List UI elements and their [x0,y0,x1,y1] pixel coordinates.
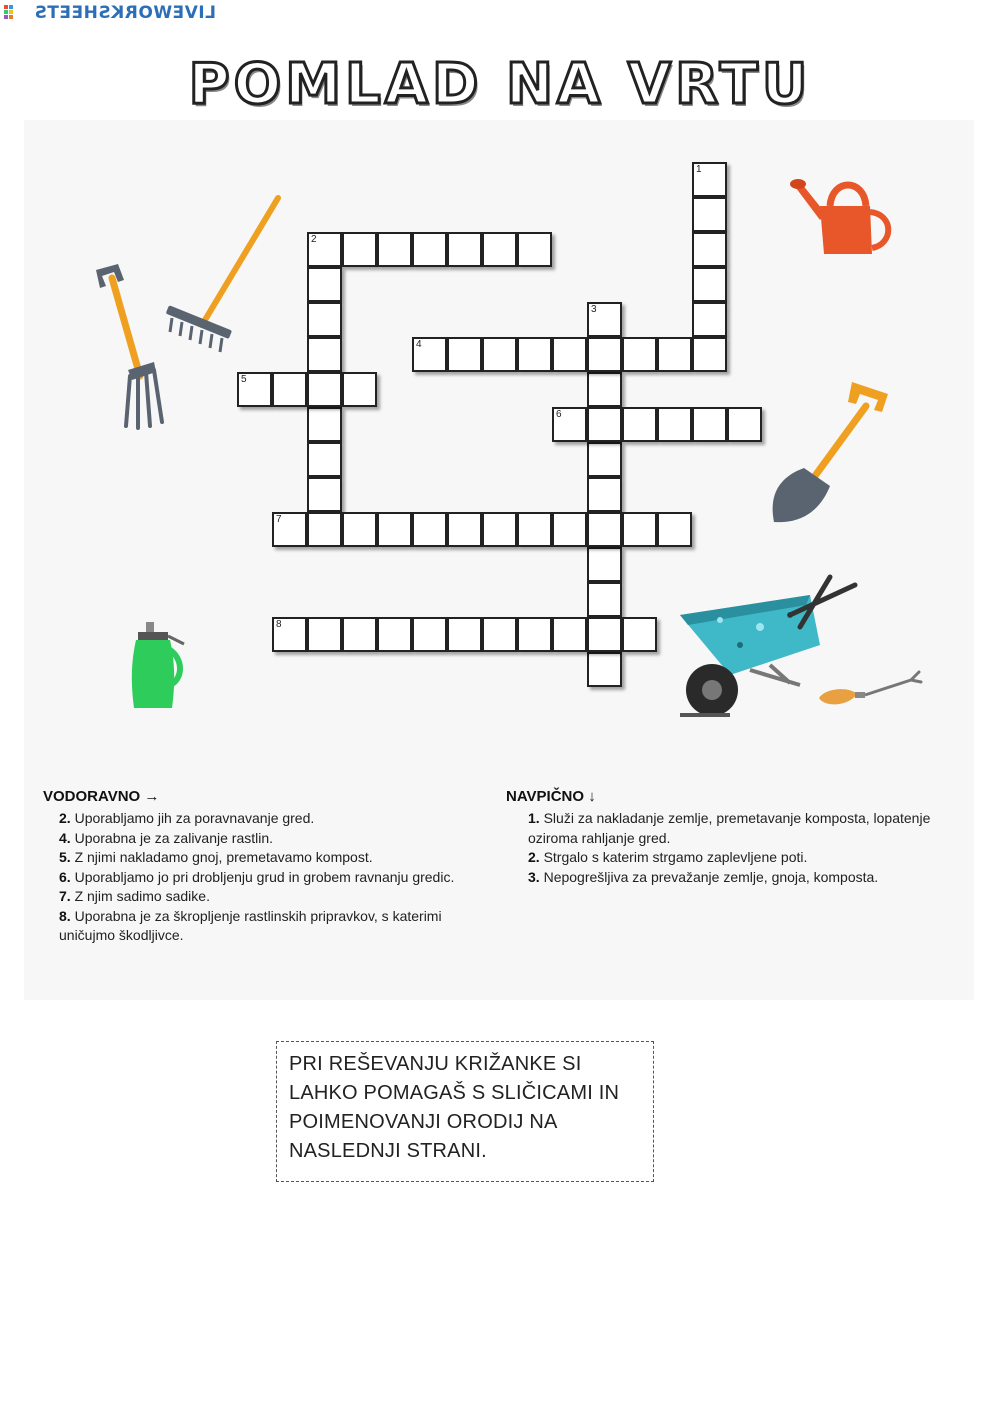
cell-8-5[interactable] [412,617,447,652]
cell-7-3[interactable] [342,512,377,547]
cell-4-9[interactable] [692,337,727,372]
cell-2d-6[interactable] [307,407,342,442]
cell-7-5[interactable] [412,512,447,547]
cell-3-9[interactable] [587,582,622,617]
clue-across-7-text: Z njim sadimo sadike. [74,888,210,904]
cell-6-2[interactable] [587,407,622,442]
clue-across-7 [43,887,493,907]
cell-4-2[interactable] [447,337,482,372]
clue-across-2-num: 2. [59,810,71,826]
clue-across-6 [43,868,493,888]
cell-2d-7[interactable] [307,442,342,477]
garden-sprayer-icon [118,618,193,714]
clue-down-3 [506,868,956,888]
cell-6-5[interactable] [692,407,727,442]
clue-across-5 [43,848,493,868]
cell-2a-1[interactable] [307,232,342,267]
cell-6-1[interactable] [552,407,587,442]
clue-down-2-num: 2. [528,849,540,865]
clue-number-3: 3 [591,304,597,315]
clues-down [506,788,956,887]
cell-4-8[interactable] [657,337,692,372]
hint-note: PRI REŠEVANJU KRIŽANKE SI LAHKO POMAGAŠ S SLIČICAMI IN POIMENOVANJI ORODIJ NA NASLEDNJI STRANI. [276,1041,654,1182]
cell-7-4[interactable] [377,512,412,547]
cell-5-2[interactable] [272,372,307,407]
clue-down-2 [506,848,956,868]
clue-across-8-num: 8. [59,907,71,924]
clues-down-heading: NAVPIČNO ↓ [506,788,596,805]
cell-7-2[interactable] [307,512,342,547]
cell-7-9[interactable] [552,512,587,547]
cell-6-4[interactable] [657,407,692,442]
cell-3-8[interactable] [587,547,622,582]
clue-across-4-num: 4. [59,829,71,846]
clue-number-5: 5 [241,374,247,385]
cell-6-3[interactable] [622,407,657,442]
clue-across-4-text: Uporabna je za zalivanje rastlin. [74,829,274,846]
cell-1-4[interactable] [692,267,727,302]
shovel-icon [760,372,900,532]
cell-8-9[interactable] [552,617,587,652]
cell-2d-3[interactable] [307,302,342,337]
cell-7-11[interactable] [622,512,657,547]
clue-number-1: 1 [696,164,702,175]
watering-can-icon [790,168,900,263]
cell-5-3[interactable] [307,372,342,407]
cell-4-6[interactable] [587,337,622,372]
cell-3-11[interactable] [587,652,622,687]
cell-7-12[interactable] [657,512,692,547]
cell-2d-2[interactable] [307,267,342,302]
cell-8-10[interactable] [587,617,622,652]
cell-2a-5[interactable] [447,232,482,267]
cell-4-4[interactable] [517,337,552,372]
cell-8-7[interactable] [482,617,517,652]
clue-across-6-num: 6. [59,868,71,885]
rake-icon [160,190,290,360]
clue-down-1-text: Služi za nakladanje zemlje, premetavanje komposta, lopatenje oziroma rahljanje gred. [528,810,931,846]
cell-3-3[interactable] [587,372,622,407]
cell-7-7[interactable] [482,512,517,547]
clue-down-3-num: 3. [528,868,540,885]
cell-1-3[interactable] [692,232,727,267]
cell-8-6[interactable] [447,617,482,652]
cell-5-1[interactable] [237,372,272,407]
clue-number-4: 4 [416,339,422,350]
cell-8-4[interactable] [377,617,412,652]
cell-1-2[interactable] [692,197,727,232]
clues-across-heading: VODORAVNO → [43,788,160,805]
cell-8-2[interactable] [307,617,342,652]
brand-logo[interactable]: LIVEWORKSHEETS [34,3,216,23]
hand-weeder-icon [815,668,925,718]
cell-7-6[interactable] [447,512,482,547]
cell-7-1[interactable] [272,512,307,547]
clue-across-8-text: Uporabna je za škropljenje rastlinskih pripravkov, s katerimi uničujmo škodljivce. [59,907,442,943]
clue-across-6-text: Uporabljamo jo pri drobljenju grud in grobem ravnanju gredic. [74,868,455,885]
cell-3-5[interactable] [587,442,622,477]
cell-2a-4[interactable] [412,232,447,267]
cell-3-1[interactable] [587,302,622,337]
clue-number-8: 8 [276,619,282,630]
cell-2a-2[interactable] [342,232,377,267]
cell-4-7[interactable] [622,337,657,372]
clue-down-2-text: Strgalo s katerim strgamo zaplevljene poti. [543,849,808,865]
cell-4-5[interactable] [552,337,587,372]
clue-across-4 [43,829,493,849]
clue-down-1-num: 1. [528,810,540,826]
page-title: POMLAD NA VRTU [188,52,812,117]
cell-8-8[interactable] [517,617,552,652]
clue-across-2 [43,809,493,829]
cell-6-6[interactable] [727,407,762,442]
clues-across [43,788,493,946]
clue-down-1 [506,809,956,848]
cell-2a-7[interactable] [517,232,552,267]
cell-8-11[interactable] [622,617,657,652]
cell-8-1[interactable] [272,617,307,652]
cell-7-8[interactable] [517,512,552,547]
clue-number-2: 2 [311,234,317,245]
clue-across-8 [43,907,493,946]
cell-2a-3[interactable] [377,232,412,267]
clue-across-5-num: 5. [59,849,71,865]
cell-1-5[interactable] [692,302,727,337]
cell-8-3[interactable] [342,617,377,652]
clue-number-6: 6 [556,409,562,420]
cell-4-3[interactable] [482,337,517,372]
clue-down-3-text: Nepogrešljiva za prevažanje zemlje, gnoja, komposta. [543,868,879,885]
clue-across-5-text: Z njimi nakladamo gnoj, premetavamo kompost. [74,849,373,865]
cell-3-6[interactable] [587,477,622,512]
cell-1-1[interactable] [692,162,727,197]
cell-2d-8[interactable] [307,477,342,512]
clue-across-2-text: Uporabljamo jih za poravnavanje gred. [74,810,315,826]
cell-7-10[interactable] [587,512,622,547]
cell-4-1[interactable] [412,337,447,372]
clue-number-7: 7 [276,514,282,525]
cell-5-4[interactable] [342,372,377,407]
cell-2d-4[interactable] [307,337,342,372]
clue-across-7-num: 7. [59,888,71,904]
cell-2a-6[interactable] [482,232,517,267]
